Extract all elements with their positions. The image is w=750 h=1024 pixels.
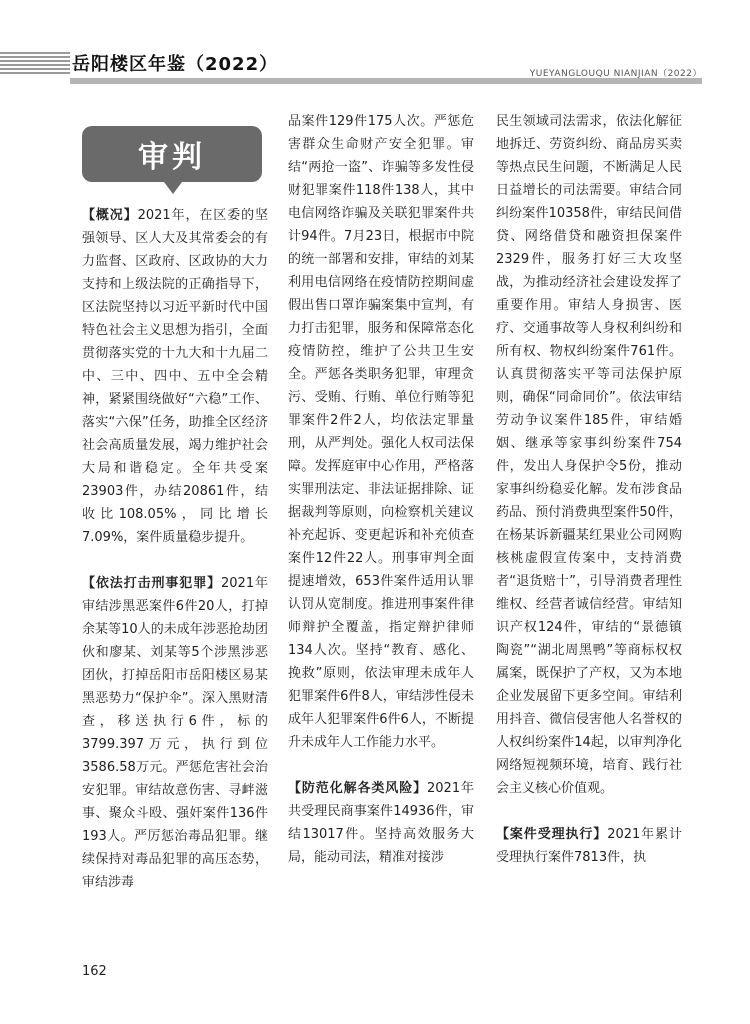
paragraph-overview bbox=[82, 204, 268, 549]
paragraph-text: 2021年，在区委的坚强领导、区人大及其常委会的有力监督、区政府、区政协的大力支持和上级法院的正确指导下，区法院坚持以习近平新时代中国特色社会主义思想为指引，全面贯彻落实党的十九大和十九届二中、三中、四中、五中全会精神，紧紧围绕做好“六稳”工作、落实“六保”任务，助推全区经济社会高质量发展，竭力维护社会大局和谐稳定。全年共受案23903件，办结20861件，结收比108.05%，同比增长7.09%，案件质量稳步提升。 bbox=[82, 208, 268, 545]
column-3 bbox=[496, 110, 682, 869]
paragraph-text: 民生领域司法需求，依法化解征地拆迁、劳资纠纷、商品房买卖等热点民生问题，不断满足人民日益增长的司法需要。审结合同纠纷案件10358件，审结民间借贷、网络借贷和融资担保案件2329件，服务打好三大攻坚战，为推动经济社会建设发挥了重要作用。审结人身损害、医疗、交通事故等人身权利纠纷和所有权、物权纠纷案件761件。认真贯彻落实平等司法保护原则，确保“同命同价”。依法审结劳动争议案件185件，审结婚姻、继承等家事纠纷案件754件，发出人身保护令5份，推动家事纠纷稳妥化解。发布涉食品药品、预付消费典型案件50件，在杨某诉新疆某红果业公司网购核桃虚假宣传案中，支持消费者“退货赔十”，引导消费者理性维权、经营者诚信经营。审结知识产权124件，审结的“景德镇陶瓷”“湖北周黑鸭”等商标权权属案，既保护了产权，又为本地企业发展留下更多空间。审结利用抖音、微信侵害他人名誉权的人权纠纷案件14起，以审判净化网络短视频环境，培育、践行社会主义核心价值观。 bbox=[496, 114, 682, 796]
column-2 bbox=[288, 110, 474, 869]
paragraph-text: 2021年累计受理执行案件7813件，执 bbox=[496, 827, 682, 865]
paragraph-risk bbox=[288, 777, 474, 869]
section-badge-label: 审判 bbox=[138, 140, 206, 175]
header-title: 岳阳楼区年鉴（2022） bbox=[72, 54, 279, 75]
paragraph-execution bbox=[496, 823, 682, 869]
section-badge bbox=[82, 126, 262, 182]
section-heading-risk: 【防范化解各类风险】 bbox=[288, 781, 427, 796]
paragraph-text: 品案件129件175人次。严惩危害群众生命财产安全犯罪。审结“两抢一盗”、诈骗等多发性侵财犯罪案件118件138人，其中电信网络诈骗及关联犯罪案件共计94件。7月23日，根据市中院的统一部署和安排，审结的刘某利用电信网络在疫情防控期间虚假出售口罩诈骗案集中宣判，有力打击犯罪，服务和保障常态化疫情防控，维护了公共卫生安全。严惩各类职务犯罪，审理贪污、受贿、行贿、单位行贿等犯罪案件2件2人，均依法定罪量刑，从严判处。强化人权司法保障。发挥庭审中心作用，严格落实罪刑法定、非法证据排除、证据裁判等原则，向检察机关建议补充起诉、变更起诉和补充侦查案件12件22人。刑事审判全面提速增效，653件案件适用认罪认罚从宽制度。推进刑事案件律师辩护全覆盖，指定辩护律师134人次。坚持“教育、感化、挽救”原则，依法审理未成年人犯罪案件6件8人，审结涉性侵未成年人犯罪案件6件6人，不断提升未成年人工作能力水平。 bbox=[288, 114, 474, 750]
section-heading-overview: 【概况】 bbox=[82, 208, 138, 223]
paragraph-criminal bbox=[82, 572, 268, 894]
paragraph-text: 2021年共受理民商事案件14936件，审结13017件。坚持高效服务大局，能动司法，精准对接涉 bbox=[288, 781, 474, 865]
page-number: 162 bbox=[82, 964, 107, 979]
header-decor-lines bbox=[0, 52, 70, 78]
paragraph-text: 2021年审结涉黑恶案件6件20人，打掉余某等10人的未成年涉恶抢劫团伙和廖某、刘某等5个涉黑涉恶团伙，打掉岳阳市岳阳楼区易某黑恶势力“保护伞”。深入黑财清查，移送执行6件，标的3799.397万元，执行到位3586.58万元。严惩危害社会治安犯罪。审结故意伤害、寻衅滋事、聚众斗殴、强奸案件136件193人。严厉惩治毒品犯罪。继续保持对毒品犯罪的高压态势，审结涉毒 bbox=[82, 576, 268, 890]
paragraph-criminal-cont bbox=[288, 110, 474, 754]
paragraph-risk-cont bbox=[496, 110, 682, 800]
column-1 bbox=[82, 204, 268, 894]
section-badge-pointer bbox=[164, 182, 182, 194]
header-subtitle: YUEYANGLOUQU NIANJIAN（2022） bbox=[529, 69, 702, 79]
section-heading-execution: 【案件受理执行】 bbox=[496, 827, 608, 842]
section-heading-criminal: 【依法打击刑事犯罪】 bbox=[82, 576, 221, 591]
